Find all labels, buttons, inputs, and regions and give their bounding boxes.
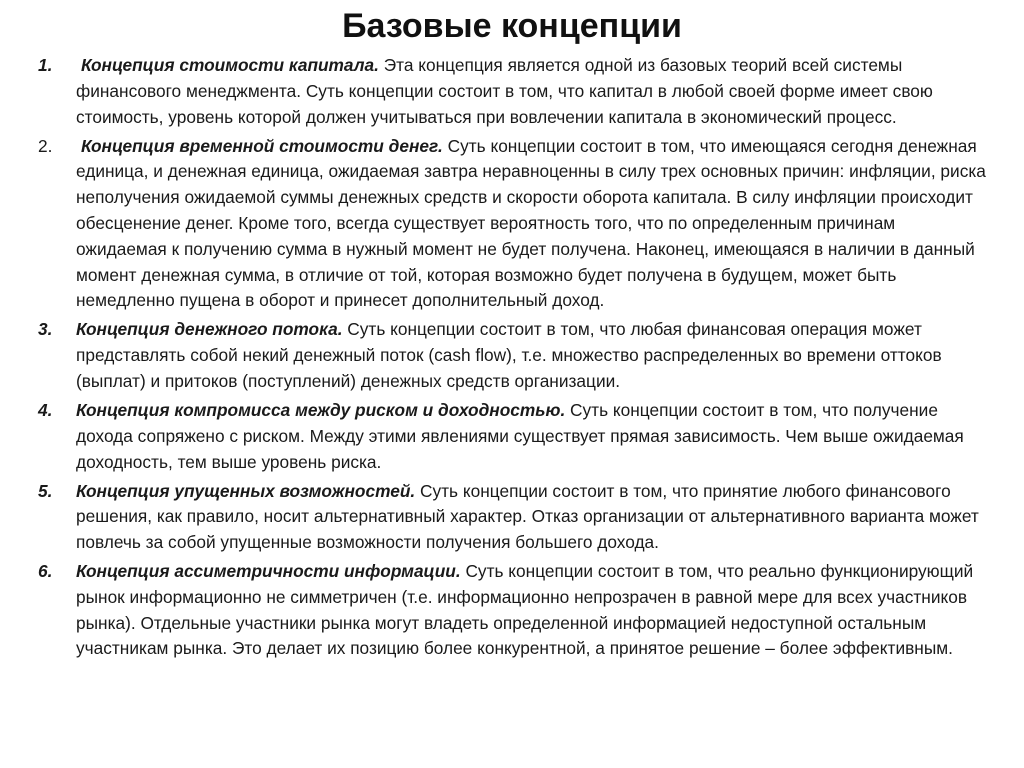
item-body: Суть концепции состоит в том, что имеющаяся сегодня денежная единица, и денежная единица, ожидаемая завтра неравноценны в силу трех основных причин: инфляции, риска неполучения ожидаемой суммы денежных средств и скорости оборота капитала. В силу инфляции происходит обесценение денег. Кроме того, всегда существует вероятность того, что по определенным причинам ожидаемая к получению сумма в нужный момент не будет получена. Наконец, имеющаяся в наличии в данный момент денежная сумма, в отличие от той, которая возможно будет получена в будущем, может быть немедленно пущена в оборот и принесет дополнительный доход. — [76, 135, 986, 311]
item-term: Концепция компромисса между риском и доходностью. — [76, 399, 566, 420]
list-item-4 — [38, 398, 990, 475]
item-number: 4. — [38, 399, 53, 420]
item-term: Концепция денежного потока. — [76, 319, 343, 340]
item-number: 3. — [38, 319, 53, 340]
item-body: Суть концепции состоит в том, что любая финансовая операция может представлять собой некий денежный поток (cash flow), т.е. множество распределенных во времени оттоков (выплат) и притоков (поступлений) денежных средств организации. — [76, 319, 942, 391]
item-number: 6. — [38, 561, 53, 582]
item-number: 1. — [38, 55, 53, 75]
item-body: Эта концепция является одной из базовых теорий всей системы финансового менеджмента. Суть концепции состоит в том, что капитал в любой своей форме имеет свою стоимость, уровень которой должен учитываться при вовлечении капитала в экономический процесс. — [76, 55, 933, 127]
list-item-1 — [38, 53, 990, 130]
list-item-6 — [38, 559, 990, 662]
item-term: Концепция упущенных возможностей. — [76, 480, 416, 501]
list-item-5 — [38, 479, 990, 556]
list-item-2 — [38, 134, 990, 315]
item-term: Концепция временной стоимости денег. — [81, 135, 443, 156]
list-item-3 — [38, 317, 990, 394]
item-number: 5. — [38, 480, 53, 501]
item-body: Суть концепции состоит в том, что получение дохода сопряжено с риском. Между этими явлениями существует прямая зависимость. Чем выше ожидаемая доходность, тем выше уровень риска. — [76, 399, 964, 472]
item-number: 2. — [38, 135, 53, 156]
item-term: Концепция ассиметричности информации. — [76, 561, 461, 582]
item-term: Концепция стоимости капитала. — [81, 55, 379, 75]
item-text — [76, 317, 990, 394]
item-text — [76, 53, 990, 130]
item-body: Суть концепции состоит в том, что принятие любого финансового решения, как правило, носит альтернативный характер. Отказ организации от альтернативного варианта может повлечь за собой упущенные возможности получения большего дохода. — [76, 480, 979, 553]
item-body: Суть концепции состоит в том, что реально функционирующий рынок информационно не симметричен (т.е. информационно непрозрачен в равной мере для всех участников рынка). Отдельные участники рынка могут владеть определенной информацией недоступной остальным участникам рынка. Это делает их позицию более конкурентной, а принятое решение – более эффективным. — [76, 561, 974, 659]
slide-title: Базовые концепции — [342, 7, 682, 45]
item-text — [76, 559, 990, 662]
concepts-list — [38, 53, 990, 665]
item-text — [76, 398, 990, 475]
item-text — [76, 134, 990, 315]
item-text — [76, 479, 990, 556]
